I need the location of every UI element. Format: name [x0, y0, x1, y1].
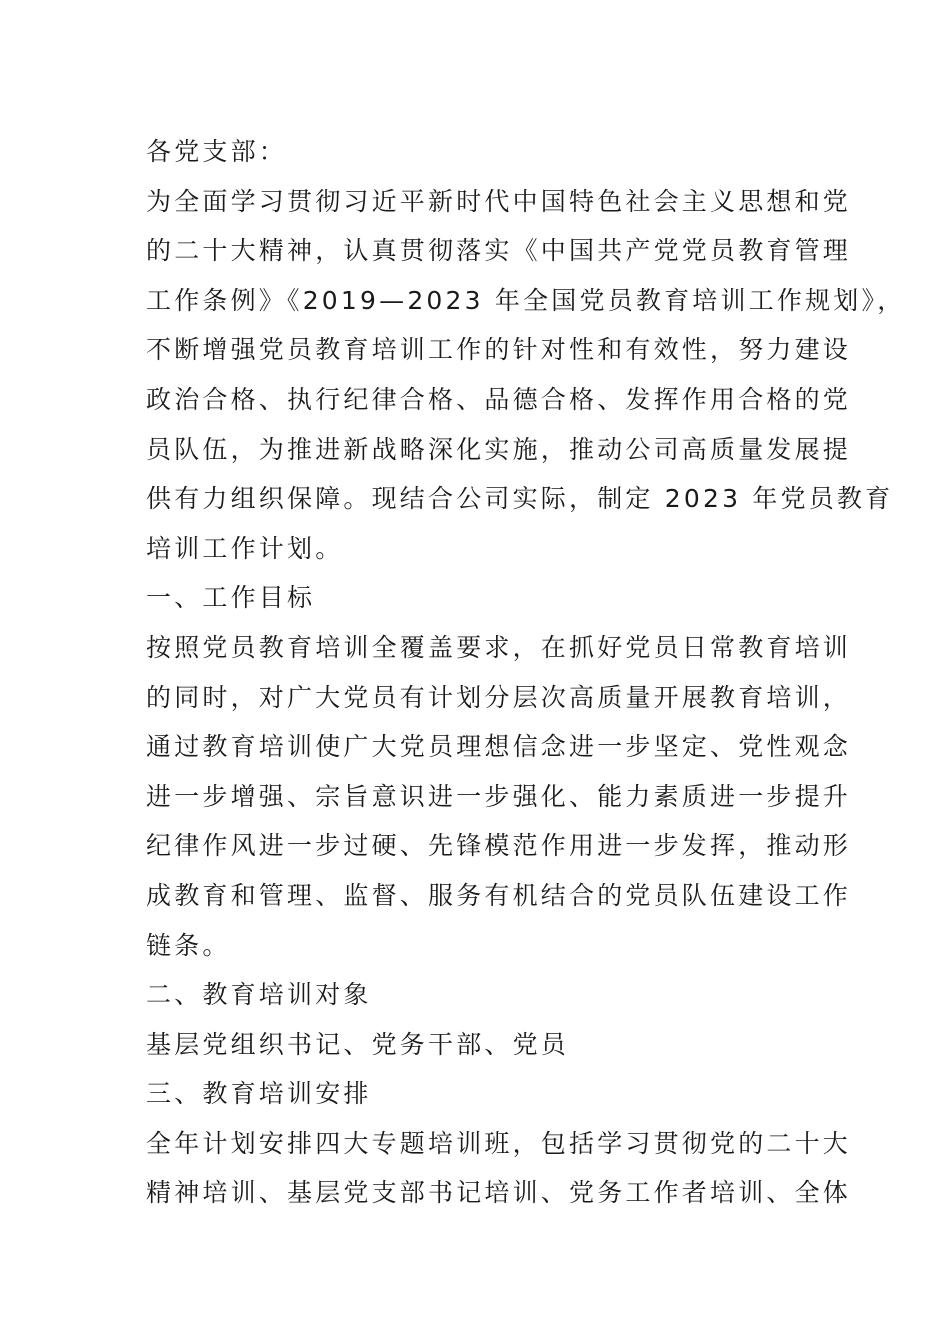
paragraph-line: 工作条例》《2019—2023 年全国党员教育培训工作规划》，	[146, 285, 906, 315]
paragraph-line: 成教育和管理、监督、服务有机结合的党员队伍建设工作	[146, 880, 852, 910]
paragraph-line: 通过教育培训使广大党员理想信念进一步坚定、党性观念	[146, 732, 852, 762]
paragraph-line: 精神培训、基层党支部书记培训、党务工作者培训、全体	[146, 1178, 852, 1208]
paragraph-line: 培训工作计划。	[146, 533, 344, 563]
paragraph-line: 的二十大精神，认真贯彻落实《中国共产党党员教育管理	[146, 236, 852, 266]
section-heading: 三、教育培训安排	[146, 1079, 372, 1109]
paragraph-line: 政治合格、执行纪律合格、品德合格、发挥作用合格的党	[146, 384, 852, 414]
section-heading: 一、工作目标	[146, 583, 316, 613]
paragraph-line: 供有力组织保障。现结合公司实际，制定 2023 年党员教育	[146, 484, 894, 514]
paragraph-line: 的同时，对广大党员有计划分层次高质量开展教育培训，	[146, 682, 852, 712]
document-body	[146, 127, 906, 1218]
section-heading: 二、教育培训对象	[146, 980, 372, 1010]
paragraph-line: 进一步增强、宗旨意识进一步强化、能力素质进一步提升	[146, 781, 852, 811]
paragraph-line: 员队伍，为推进新战略深化实施，推动公司高质量发展提	[146, 434, 852, 464]
paragraph-line: 不断增强党员教育培训工作的针对性和有效性，努力建设	[146, 335, 852, 365]
paragraph-line: 基层党组织书记、党务干部、党员	[146, 1029, 570, 1059]
paragraph-line: 链条。	[146, 930, 231, 960]
paragraph-line: 为全面学习贯彻习近平新时代中国特色社会主义思想和党	[146, 186, 852, 216]
paragraph-line: 纪律作风进一步过硬、先锋模范作用进一步发挥，推动形	[146, 831, 852, 861]
salutation-line: 各党支部：	[146, 137, 288, 166]
paragraph-line: 按照党员教育培训全覆盖要求，在抓好党员日常教育培训	[146, 632, 852, 662]
paragraph-line: 全年计划安排四大专题培训班，包括学习贯彻党的二十大	[146, 1128, 852, 1158]
